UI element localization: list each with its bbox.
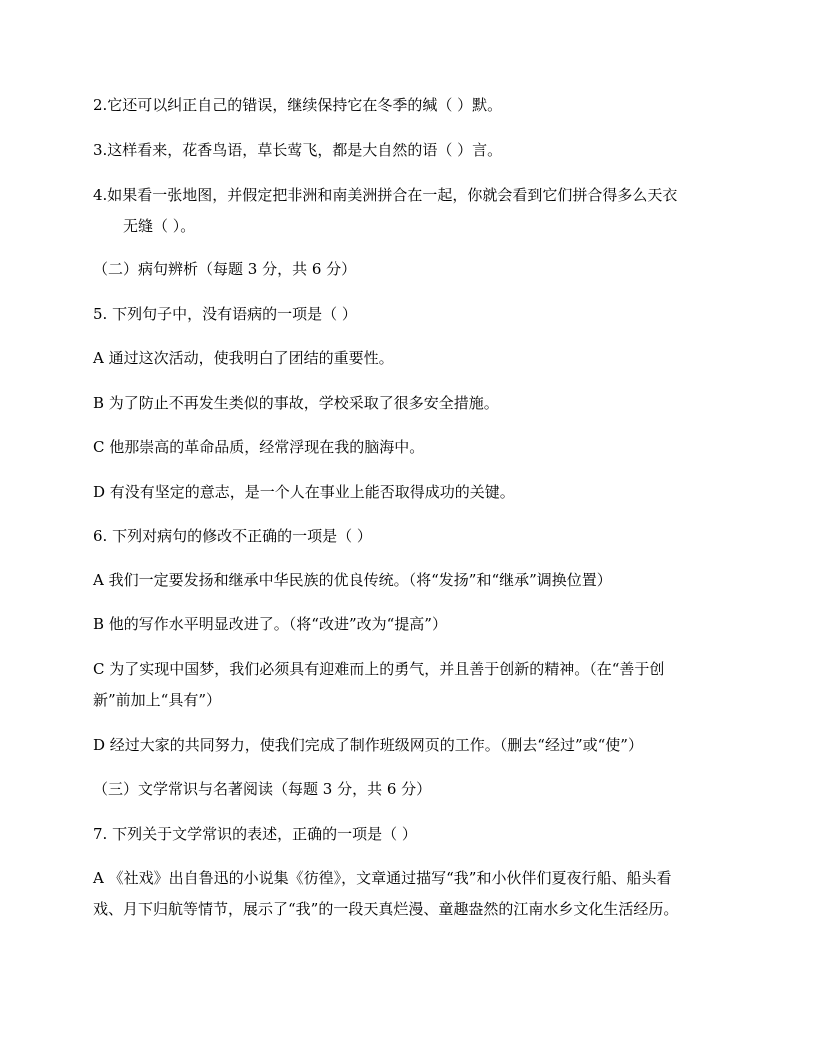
question-7: 7. 下列关于文学常识的表述，正确的一项是（ ）	[93, 825, 417, 843]
section-heading-literature: （三）文学常识与名著阅读（每题 3 分，共 6 分）	[93, 780, 432, 798]
question-6-option-d: D 经过大家的共同努力，使我们完成了制作班级网页的工作。（删去“经过”或“使”）	[93, 736, 643, 754]
question-2: 2.它还可以纠正自己的错误，继续保持它在冬季的缄（ ）默。	[93, 96, 503, 114]
question-3: 3.这样看来，花香鸟语，草长莺飞，都是大自然的语（ ）言。	[93, 141, 503, 159]
question-7-option-a-continued: 戏、月下归航等情节，展示了“我”的一段天真烂漫、童趣盎然的江南水乡文化生活经历。	[93, 900, 679, 918]
question-5-option-a: A 通过这次活动，使我明白了团结的重要性。	[93, 349, 394, 367]
question-6: 6. 下列对病句的修改不正确的一项是（ ）	[93, 527, 372, 545]
question-7-option-a: A 《社戏》出自鲁迅的小说集《彷徨》，文章通过描写“我”和小伙伴们夏夜行船、船头看	[93, 869, 672, 887]
question-5-option-d: D 有没有坚定的意志，是一个人在事业上能否取得成功的关键。	[93, 483, 515, 501]
question-6-option-c-continued: 新”前加上“具有”）	[93, 691, 222, 709]
question-4: 4.如果看一张地图，并假定把非洲和南美洲拼合在一起，你就会看到它们拼合得多么天衣	[93, 186, 678, 204]
question-6-option-a: A 我们一定要发扬和继承中华民族的优良传统。（将“发扬”和“继承”调换位置）	[93, 571, 612, 589]
question-6-option-c: C 为了实现中国梦，我们必须具有迎难而上的勇气，并且善于创新的精神。（在“善于创	[93, 660, 665, 678]
section-heading-sentence-errors: （二）病句辨析（每题 3 分，共 6 分）	[93, 260, 357, 278]
question-5-option-c: C 他那崇高的革命品质，经常浮现在我的脑海中。	[93, 438, 425, 456]
question-5: 5. 下列句子中，没有语病的一项是（ ）	[93, 305, 357, 323]
question-4-continued: 无缝（ ）。	[123, 217, 196, 235]
question-6-option-b: B 他的写作水平明显改进了。（将“改进”改为“提高”）	[93, 615, 447, 633]
question-5-option-b: B 为了防止不再发生类似的事故，学校采取了很多安全措施。	[93, 394, 499, 412]
